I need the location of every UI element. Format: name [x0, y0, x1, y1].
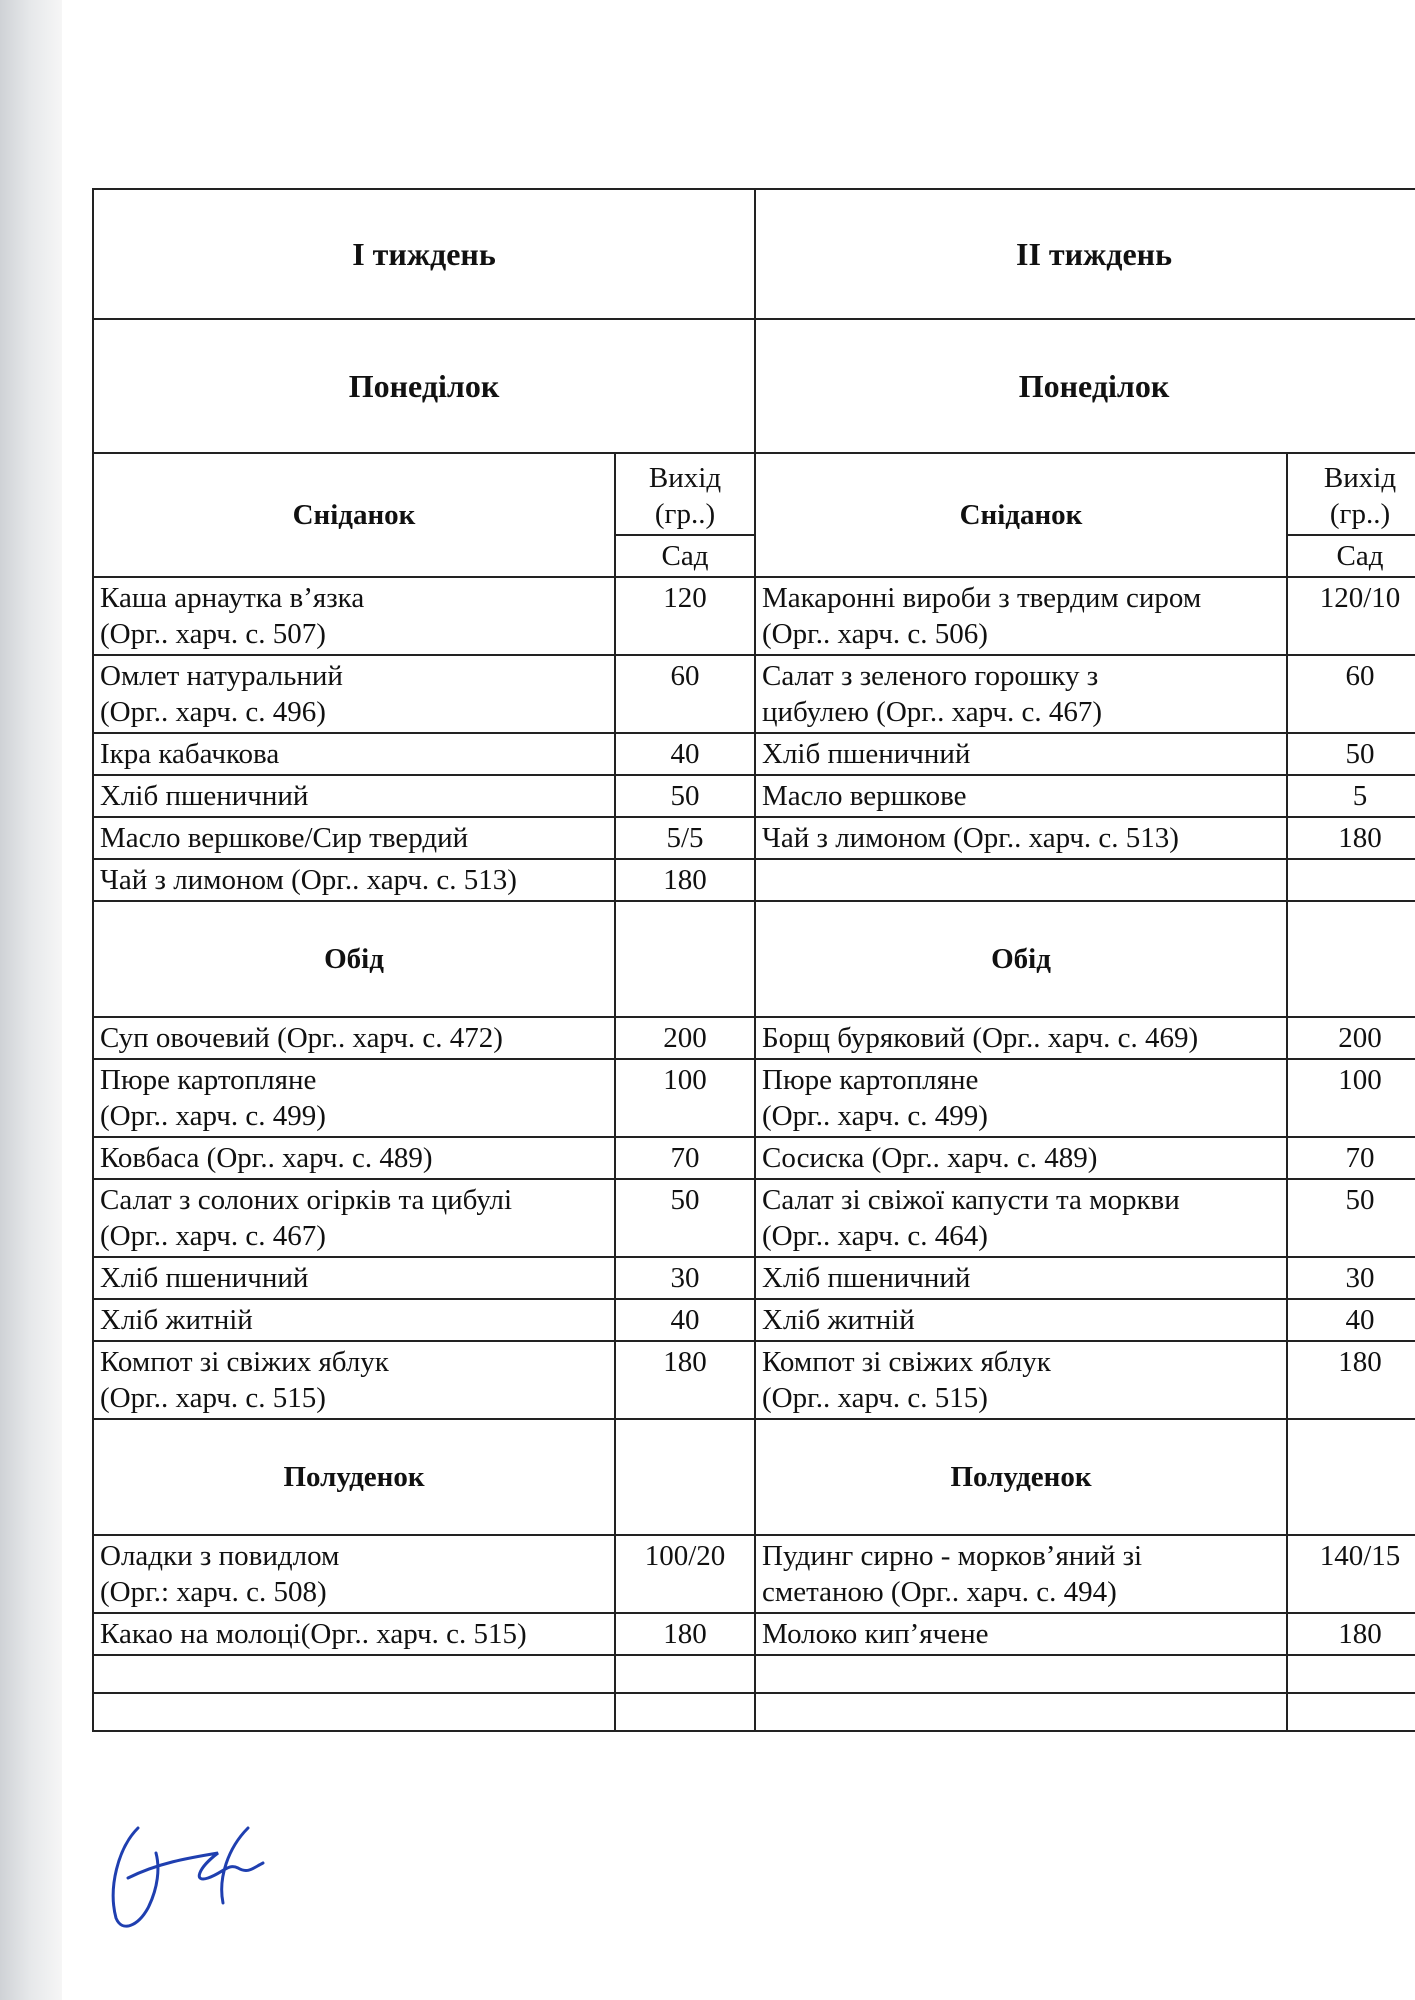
- output-value-cell: 180: [1287, 1613, 1415, 1655]
- dish-reference: (Орг.. харч. с. 467): [100, 1220, 326, 1252]
- dish-name: Хліб пшеничний: [100, 780, 309, 812]
- dish-cell: [755, 1137, 1287, 1179]
- output-value-cell: 120: [615, 577, 755, 655]
- dish-name: Омлет натуральний: [100, 660, 343, 692]
- week1-breakfast-title: Сніданок: [93, 453, 615, 577]
- dish-name: Хліб житній: [100, 1304, 253, 1336]
- dish-reference: (Орг.. харч. с. 464): [762, 1220, 988, 1252]
- empty-cell: [615, 901, 755, 1017]
- dish-name: Чай з лимоном (Орг.. харч. с. 513): [100, 864, 517, 896]
- output-value-cell: 40: [615, 1299, 755, 1341]
- snack-header-row: [93, 1419, 1415, 1535]
- dish-name: Салат з солоних огірків та цибулі: [100, 1184, 513, 1216]
- output-value-cell: 5/5: [615, 817, 755, 859]
- signature: [98, 1808, 298, 1938]
- week2-day: Понеділок: [755, 319, 1415, 453]
- dish-reference: (Орг.. харч. с. 496): [100, 696, 326, 728]
- empty-cell: [755, 1693, 1287, 1731]
- week1-lunch-title: Обід: [93, 901, 615, 1017]
- empty-cell: [755, 1655, 1287, 1693]
- empty-cell: [615, 1419, 755, 1535]
- lunch-items: [93, 1017, 1415, 1419]
- day-header-row: [93, 319, 1415, 453]
- output-value-cell: 180: [1287, 1341, 1415, 1419]
- table-row: [93, 655, 1415, 733]
- dish-name: Салат з зеленого горошку з: [762, 660, 1099, 692]
- lunch-header-row: [93, 901, 1415, 1017]
- dish-reference: (Орг.. харч. с. 515): [762, 1382, 988, 1414]
- dish-cell: [93, 1257, 615, 1299]
- table-row: [93, 1179, 1415, 1257]
- output-value-cell: 100: [615, 1059, 755, 1137]
- empty-cell: [93, 1655, 615, 1693]
- week1-day: Понеділок: [93, 319, 755, 453]
- dish-cell: [755, 775, 1287, 817]
- output-value-cell: [1287, 859, 1415, 901]
- dish-name: Компот зі свіжих яблук: [762, 1346, 1051, 1378]
- table-row: [93, 733, 1415, 775]
- dish-name: Ковбаса (Орг.. харч. с. 489): [100, 1142, 433, 1174]
- dish-cell: [755, 1059, 1287, 1137]
- dish-cell: [755, 655, 1287, 733]
- snack-items: [93, 1535, 1415, 1655]
- output-value-cell: 50: [615, 1179, 755, 1257]
- dish-name: Хліб житній: [762, 1304, 915, 1336]
- output-value-cell: 120/10: [1287, 577, 1415, 655]
- dish-name: Каша арнаутка в’язка: [100, 582, 365, 614]
- table-row: [93, 1017, 1415, 1059]
- dish-cell: [755, 1179, 1287, 1257]
- empty-row: [93, 1655, 1415, 1693]
- dish-name: Хліб пшеничний: [100, 1262, 309, 1294]
- week2-breakfast-title: Сніданок: [755, 453, 1287, 577]
- empty-cell: [1287, 901, 1415, 1017]
- dish-name: Хліб пшеничний: [762, 738, 971, 770]
- dish-name: Масло вершкове/Сир твердий: [100, 822, 469, 854]
- week1-snack-title: Полуденок: [93, 1419, 615, 1535]
- scan-page-edge: [0, 0, 62, 2000]
- output-value-cell: 200: [615, 1017, 755, 1059]
- week1-title: І тиждень: [93, 189, 755, 319]
- dish-reference: (Орг.: харч. с. 508): [100, 1576, 327, 1608]
- output-value-cell: 50: [1287, 1179, 1415, 1257]
- empty-cell: [615, 1655, 755, 1693]
- dish-cell: [93, 577, 615, 655]
- output-value-cell: 100: [1287, 1059, 1415, 1137]
- week2-lunch-title: Обід: [755, 901, 1287, 1017]
- dish-name: Ікра кабачкова: [100, 738, 280, 770]
- output-value-cell: 200: [1287, 1017, 1415, 1059]
- table-row: [93, 1257, 1415, 1299]
- dish-cell: [93, 1299, 615, 1341]
- dish-cell: [755, 817, 1287, 859]
- output-value-cell: 180: [1287, 817, 1415, 859]
- empty-cell: [1287, 1419, 1415, 1535]
- dish-cell: [93, 1613, 615, 1655]
- dish-cell: [93, 1179, 615, 1257]
- empty-cell: [1287, 1655, 1415, 1693]
- dish-name: Салат зі свіжої капусти та моркви: [762, 1184, 1180, 1216]
- dish-cell: [755, 733, 1287, 775]
- output-value-cell: 50: [1287, 733, 1415, 775]
- dish-cell: [755, 1017, 1287, 1059]
- dish-cell: [93, 1341, 615, 1419]
- dish-reference: сметаною (Орг.. харч. с. 494): [762, 1576, 1117, 1608]
- dish-name: Суп овочевий (Орг.. харч. с. 472): [100, 1022, 503, 1054]
- week2-snack-title: Полуденок: [755, 1419, 1287, 1535]
- table-row: [93, 817, 1415, 859]
- dish-cell: [755, 1535, 1287, 1613]
- dish-name: Какао на молоці(Орг.. харч. с. 515): [100, 1618, 527, 1650]
- dish-cell: [93, 817, 615, 859]
- output-value-cell: 60: [615, 655, 755, 733]
- output-value-cell: 40: [1287, 1299, 1415, 1341]
- week1-garden-header: Сад: [615, 535, 755, 577]
- dish-cell: [755, 1613, 1287, 1655]
- table-row: [93, 1137, 1415, 1179]
- dish-cell: [755, 859, 1287, 901]
- menu-table: [92, 188, 1415, 1732]
- table-row: [93, 1299, 1415, 1341]
- output-value-cell: 70: [1287, 1137, 1415, 1179]
- dish-name: Пюре картопляне: [762, 1064, 979, 1096]
- breakfast-header-row: [93, 453, 1415, 535]
- table-row: [93, 577, 1415, 655]
- dish-name: Компот зі свіжих яблук: [100, 1346, 389, 1378]
- dish-cell: [755, 1299, 1287, 1341]
- dish-name: Макаронні вироби з твердим сиром: [762, 582, 1202, 614]
- output-value-cell: 180: [615, 859, 755, 901]
- dish-name: Пудинг сирно - морков’яний зі: [762, 1540, 1143, 1572]
- dish-cell: [755, 577, 1287, 655]
- dish-reference: (Орг.. харч. с. 506): [762, 618, 988, 650]
- output-value-cell: 50: [615, 775, 755, 817]
- dish-cell: [755, 1341, 1287, 1419]
- empty-cell: [1287, 1693, 1415, 1731]
- output-value-cell: 180: [615, 1613, 755, 1655]
- empty-cell: [93, 1693, 615, 1731]
- dish-cell: [755, 1257, 1287, 1299]
- output-value-cell: 70: [615, 1137, 755, 1179]
- dish-name: Сосиска (Орг.. харч. с. 489): [762, 1142, 1098, 1174]
- dish-cell: [93, 1137, 615, 1179]
- output-value-cell: 5: [1287, 775, 1415, 817]
- dish-cell: [93, 733, 615, 775]
- empty-row: [93, 1693, 1415, 1731]
- dish-name: Молоко кип’ячене: [762, 1618, 989, 1650]
- table-row: [93, 1059, 1415, 1137]
- table-row: [93, 775, 1415, 817]
- week2-garden-header: Сад: [1287, 535, 1415, 577]
- output-value-cell: 180: [615, 1341, 755, 1419]
- dish-cell: [93, 859, 615, 901]
- dish-name: Чай з лимоном (Орг.. харч. с. 513): [762, 822, 1179, 854]
- dish-name: Пюре картопляне: [100, 1064, 317, 1096]
- output-value-cell: 30: [615, 1257, 755, 1299]
- dish-cell: [93, 1535, 615, 1613]
- dish-reference: цибулею (Орг.. харч. с. 467): [762, 696, 1103, 728]
- dish-name: Хліб пшеничний: [762, 1262, 971, 1294]
- output-value-cell: 100/20: [615, 1535, 755, 1613]
- dish-name: Борщ буряковий (Орг.. харч. с. 469): [762, 1022, 1199, 1054]
- week2-output-header: Вихід (гр..): [1287, 453, 1415, 535]
- dish-name: Оладки з повидлом: [100, 1540, 340, 1572]
- week-header-row: [93, 189, 1415, 319]
- output-value-cell: 30: [1287, 1257, 1415, 1299]
- dish-cell: [93, 1017, 615, 1059]
- table-row: [93, 859, 1415, 901]
- table-row: [93, 1341, 1415, 1419]
- dish-cell: [93, 655, 615, 733]
- dish-reference: (Орг.. харч. с. 499): [762, 1100, 988, 1132]
- week2-title: ІІ тиждень: [755, 189, 1415, 319]
- output-value-cell: 60: [1287, 655, 1415, 733]
- dish-reference: (Орг.. харч. с. 515): [100, 1382, 326, 1414]
- empty-cell: [615, 1693, 755, 1731]
- dish-cell: [93, 775, 615, 817]
- dish-name: Масло вершкове: [762, 780, 967, 812]
- table-row: [93, 1613, 1415, 1655]
- breakfast-items: [93, 577, 1415, 901]
- dish-reference: (Орг.. харч. с. 507): [100, 618, 326, 650]
- dish-cell: [93, 1059, 615, 1137]
- table-row: [93, 1535, 1415, 1613]
- output-value-cell: 40: [615, 733, 755, 775]
- week1-output-header: Вихід (гр..): [615, 453, 755, 535]
- dish-reference: (Орг.. харч. с. 499): [100, 1100, 326, 1132]
- output-value-cell: 140/15: [1287, 1535, 1415, 1613]
